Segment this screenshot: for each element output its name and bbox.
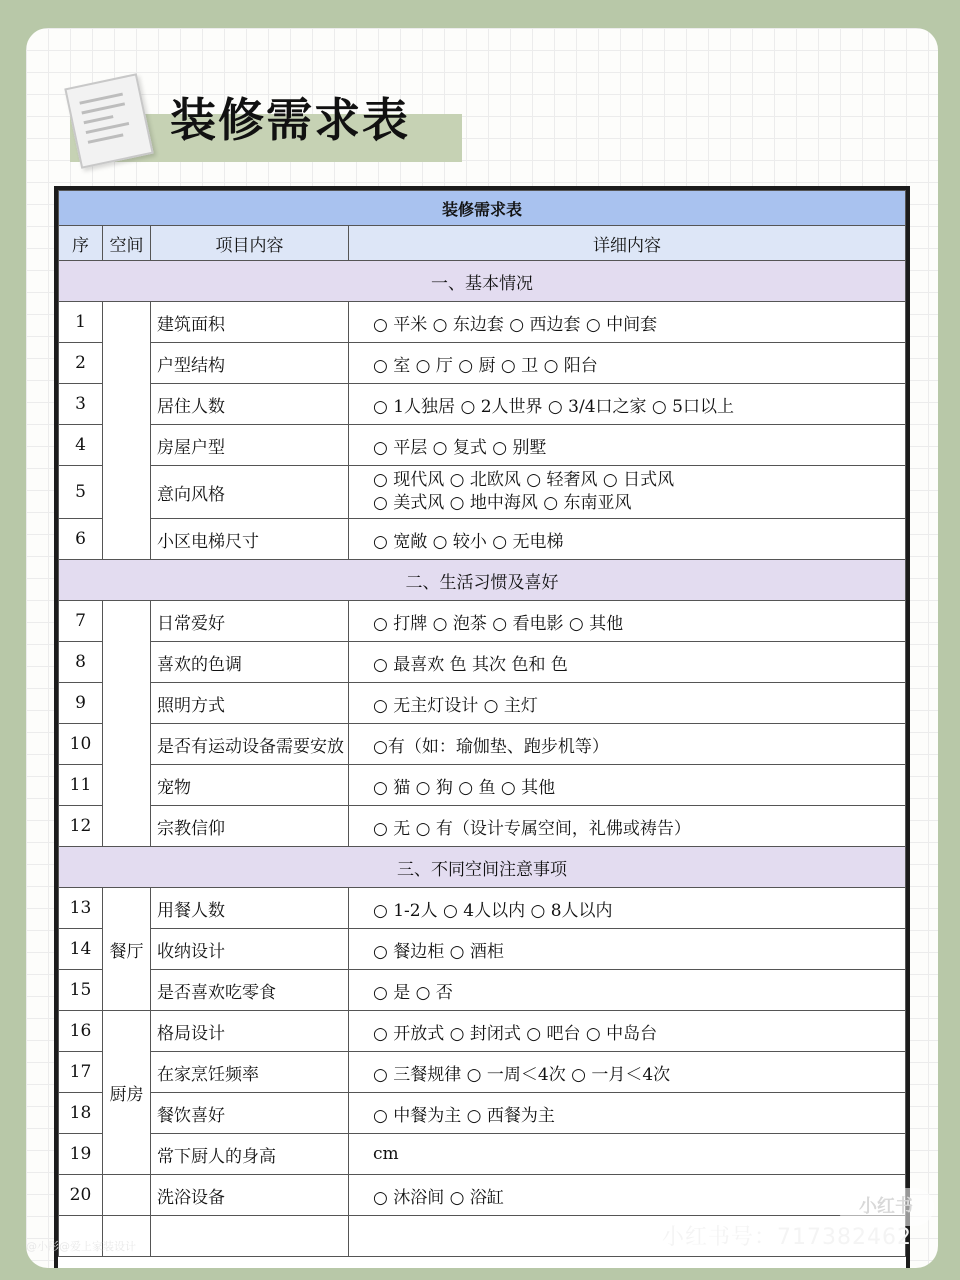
row-number: 19	[59, 1134, 103, 1175]
row-number: 16	[59, 1011, 103, 1052]
section-title: 一、基本情况	[59, 261, 906, 302]
table-row	[59, 929, 906, 970]
section-header	[59, 560, 906, 601]
detail-cell[interactable]: cm	[349, 1134, 906, 1175]
space-cell	[103, 302, 151, 560]
table-row	[59, 466, 906, 519]
item-cell: 照明方式	[151, 683, 349, 724]
detail-line-1: ○ 现代风 ○ 北欧风 ○ 轻奢风 ○ 日式风	[373, 470, 675, 490]
row-number: 12	[59, 806, 103, 847]
detail-cell[interactable]: ○ 无主灯设计 ○ 主灯	[349, 683, 906, 724]
space-cell	[103, 1175, 151, 1216]
detail-cell[interactable]: ○ 室 ○ 厅 ○ 厨 ○ 卫 ○ 阳台	[349, 343, 906, 384]
item-cell: 日常爱好	[151, 601, 349, 642]
section-title: 三、不同空间注意事项	[59, 847, 906, 888]
item-cell: 意向风格	[151, 466, 349, 519]
row-number: 20	[59, 1175, 103, 1216]
item-cell: 格局设计	[151, 1011, 349, 1052]
row-number: 14	[59, 929, 103, 970]
detail-cell[interactable]: ○ 最喜欢 色 其次 色和 色	[349, 642, 906, 683]
item-cell: 建筑面积	[151, 302, 349, 343]
item-cell	[151, 1216, 349, 1257]
item-cell: 是否有运动设备需要安放	[151, 724, 349, 765]
page-title: 装修需求表	[170, 93, 410, 147]
table-row	[59, 601, 906, 642]
section-title: 二、生活习惯及喜好	[59, 560, 906, 601]
detail-cell[interactable]: ○ 平层 ○ 复式 ○ 别墅	[349, 425, 906, 466]
item-cell: 房屋户型	[151, 425, 349, 466]
item-cell: 洗浴设备	[151, 1175, 349, 1216]
item-cell: 用餐人数	[151, 888, 349, 929]
row-number: 15	[59, 970, 103, 1011]
table-row	[59, 1093, 906, 1134]
table-row	[59, 343, 906, 384]
requirements-table	[54, 186, 910, 1268]
row-number: 9	[59, 683, 103, 724]
xiaohongshu-badge: 小红书	[838, 1188, 934, 1226]
detail-cell[interactable]	[349, 466, 906, 519]
account-watermark: 小红书号：717382462	[662, 1225, 912, 1250]
item-cell: 收纳设计	[151, 929, 349, 970]
column-header-space: 空间	[103, 226, 151, 261]
detail-line-2: ○ 美式风 ○ 地中海风 ○ 东南亚风	[373, 493, 632, 513]
author-watermark: @小彤@爱上家装设计	[26, 1240, 136, 1253]
detail-cell[interactable]: ○ 餐边柜 ○ 酒柜	[349, 929, 906, 970]
page-card	[26, 28, 938, 1268]
section-header	[59, 847, 906, 888]
section-header	[59, 261, 906, 302]
table-row	[59, 1134, 906, 1175]
detail-cell[interactable]: ○ 是 ○ 否	[349, 970, 906, 1011]
item-cell: 是否喜欢吃零食	[151, 970, 349, 1011]
table-row	[59, 1011, 906, 1052]
item-cell: 户型结构	[151, 343, 349, 384]
table-row	[59, 519, 906, 560]
item-cell: 宗教信仰	[151, 806, 349, 847]
table-row	[59, 425, 906, 466]
space-cell-dining: 餐厅	[103, 888, 151, 1011]
space-cell-kitchen: 厨房	[103, 1011, 151, 1175]
table-row	[59, 1052, 906, 1093]
detail-cell[interactable]: ○ 无 ○ 有（设计专属空间，礼佛或祷告）	[349, 806, 906, 847]
row-number: 7	[59, 601, 103, 642]
space-cell	[103, 601, 151, 847]
table-row	[59, 302, 906, 343]
table-row	[59, 683, 906, 724]
row-number: 3	[59, 384, 103, 425]
document-icon	[64, 73, 153, 169]
table-row	[59, 806, 906, 847]
table-row	[59, 970, 906, 1011]
row-number: 4	[59, 425, 103, 466]
detail-cell[interactable]: ○ 中餐为主 ○ 西餐为主	[349, 1093, 906, 1134]
row-number: 11	[59, 765, 103, 806]
detail-cell[interactable]: ○ 三餐规律 ○ 一周＜4次 ○ 一月＜4次	[349, 1052, 906, 1093]
column-header-item: 项目内容	[151, 226, 349, 261]
column-header-no: 序	[59, 226, 103, 261]
row-number: 18	[59, 1093, 103, 1134]
item-cell: 居住人数	[151, 384, 349, 425]
table-row	[59, 724, 906, 765]
table-row	[59, 765, 906, 806]
row-number: 10	[59, 724, 103, 765]
detail-cell[interactable]: ○ 平米 ○ 东边套 ○ 西边套 ○ 中间套	[349, 302, 906, 343]
row-number: 6	[59, 519, 103, 560]
item-cell: 在家烹饪频率	[151, 1052, 349, 1093]
column-header-row	[59, 226, 906, 261]
table-row	[59, 1175, 906, 1216]
row-number: 13	[59, 888, 103, 929]
item-cell: 小区电梯尺寸	[151, 519, 349, 560]
detail-cell[interactable]: ○ 打牌 ○ 泡茶 ○ 看电影 ○ 其他	[349, 601, 906, 642]
detail-cell[interactable]: ○ 开放式 ○ 封闭式 ○ 吧台 ○ 中岛台	[349, 1011, 906, 1052]
row-number: 1	[59, 302, 103, 343]
detail-cell[interactable]: ○ 猫 ○ 狗 ○ 鱼 ○ 其他	[349, 765, 906, 806]
item-cell: 宠物	[151, 765, 349, 806]
row-number: 5	[59, 466, 103, 519]
item-cell: 喜欢的色调	[151, 642, 349, 683]
row-number: 2	[59, 343, 103, 384]
table-title: 装修需求表	[59, 191, 906, 226]
table-row	[59, 384, 906, 425]
item-cell: 常下厨人的身高	[151, 1134, 349, 1175]
detail-cell[interactable]: ○ 宽敞 ○ 较小 ○ 无电梯	[349, 519, 906, 560]
row-number: 8	[59, 642, 103, 683]
detail-cell[interactable]: ○有（如：瑜伽垫、跑步机等）	[349, 724, 906, 765]
row-number: 17	[59, 1052, 103, 1093]
detail-cell[interactable]: ○ 1人独居 ○ 2人世界 ○ 3/4口之家 ○ 5口以上	[349, 384, 906, 425]
table-header-row	[59, 191, 906, 226]
detail-cell[interactable]: ○ 1-2人 ○ 4人以内 ○ 8人以内	[349, 888, 906, 929]
table-row	[59, 642, 906, 683]
column-header-detail: 详细内容	[349, 226, 906, 261]
detail-cell[interactable]: ○ 沐浴间 ○ 浴缸	[349, 1175, 906, 1216]
table-row	[59, 888, 906, 929]
item-cell: 餐饮喜好	[151, 1093, 349, 1134]
